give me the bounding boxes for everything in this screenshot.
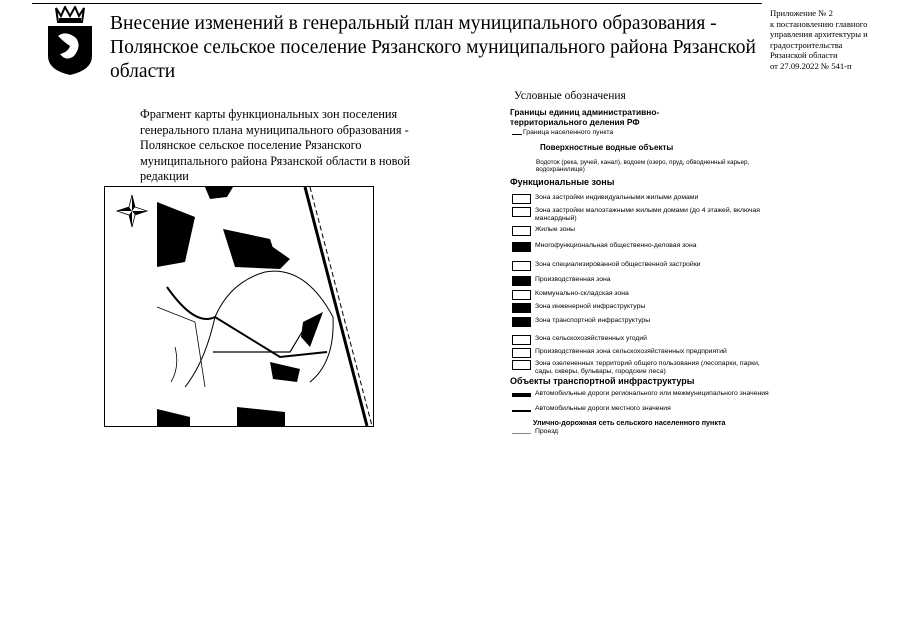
zone-swatch [512,242,531,252]
zone-swatch [512,290,531,300]
passage-swatch [512,433,531,434]
legend-label: Производственная зона [535,276,611,283]
zone-swatch [512,261,531,271]
legend-zone-item [510,242,770,256]
coat-of-arms-icon [46,6,94,76]
appendix-line: Рязанской области [770,50,838,61]
legend-transport-item [510,405,770,419]
passage [171,347,177,382]
legend-label: Зона специализированной общественной застройки [535,261,701,268]
map-canvas [105,187,373,426]
legend-label: Граница населенного пункта [523,129,614,136]
legend-zone-item [510,194,770,208]
passage [157,307,205,387]
zone-black [270,362,300,382]
main-road [305,187,367,426]
road-swatch [512,410,531,412]
road-swatch [512,393,531,397]
zone-swatch [512,348,531,358]
appendix-note [770,8,900,72]
legend-label: Коммунально-складская зона [535,290,629,297]
zone-swatch [512,360,531,370]
zone-black [157,409,190,426]
legend-label: Зона транспортной инфраструктуры [535,317,651,324]
legend-item-border [510,129,770,143]
appendix-line: от 27.09.2022 № 541-п [770,60,852,71]
zone-swatch [512,335,531,345]
legend-label: Многофункциональная общественно-деловая зона [535,242,697,249]
map-caption: Фрагмент карты функциональных зон поселения генерального плана муниципального образования - Полянское сельское поселение Рязанского муниципального района Рязанской области в новой редакции [140,107,411,183]
zone-swatch [512,276,531,286]
passage [185,272,265,387]
legend-zone-item [510,261,770,275]
legend-label: Зона застройки индивидуальными жилыми домами [535,194,699,201]
legend-street-heading: Улично-дорожная сеть сельского населенного пункта [533,418,726,427]
zone-swatch [512,194,531,204]
zone-swatch [512,317,531,327]
zone-black [205,187,233,199]
legend-zone-item [510,276,770,290]
zone-black [223,229,280,269]
legend-label: Производственная зона сельскохозяйственных предприятий [535,348,727,355]
legend-section-zones: Функциональные зоны [510,177,615,187]
border-swatch [512,134,522,135]
appendix-line: градостроительства [770,39,843,50]
appendix-line: управления архитектуры и [770,29,868,40]
settlement-border [310,187,372,426]
legend-label: Проезд [535,428,559,435]
zone-black [157,202,195,267]
appendix-line: Приложение № 2 [770,8,833,18]
legend-street-item [510,428,770,442]
legend-title: Условные обозначения [514,90,626,102]
legend-label: Зона застройки малоэтажными жилыми домами (до 4 этажей, включая мансардный) [535,207,760,222]
legend-zone-item [510,360,770,374]
document-title: Внесение изменений в генеральный план муниципального образования - Полянское сельское поселение Рязанского муниципального района Рязанской области [110,13,756,82]
legend-label: Зона сельскохозяйственных угодий [535,335,647,342]
legend-label: Зона инженерной инфраструктуры [535,303,646,310]
top-rule [32,3,762,4]
legend-water-note: Водоток (река, ручей, канал), водоем (озеро, пруд, обводненный карьер, водохранилище) [536,159,750,174]
legend-label: Автомобильные дороги местного значения [535,405,671,412]
zone-black [237,407,285,426]
legend-zone-item [510,303,770,317]
zone-swatch [512,303,531,313]
map-fragment [104,186,374,427]
legend-section-transport: Объекты транспортной инфраструктуры [510,376,695,386]
local-road [213,327,305,352]
legend-transport-item [510,390,770,404]
legend-water-heading: Поверхностные водные объекты [540,143,674,152]
legend-zone-item [510,317,770,331]
legend-zone-item [510,290,770,304]
legend-zone-item [510,207,770,221]
legend-label: Зона озелененных территорий общего пользования (лесопарки, парки, сады, скверы, бульвары, городские леса) [535,360,760,375]
appendix-line: к постановлению главного [770,18,868,29]
zone-swatch [512,207,531,217]
legend-label: Автомобильные дороги регионального или межмуниципального значения [535,390,769,397]
legend-zone-item [510,226,770,240]
zone-swatch [512,226,531,236]
legend-zone-item [510,335,770,349]
zone-black [301,312,323,347]
legend-label: Жилые зоны [535,226,576,233]
compass-rose-icon [117,195,147,227]
legend-section-borders: Границы единиц административно-территориального деления РФ [510,107,660,127]
